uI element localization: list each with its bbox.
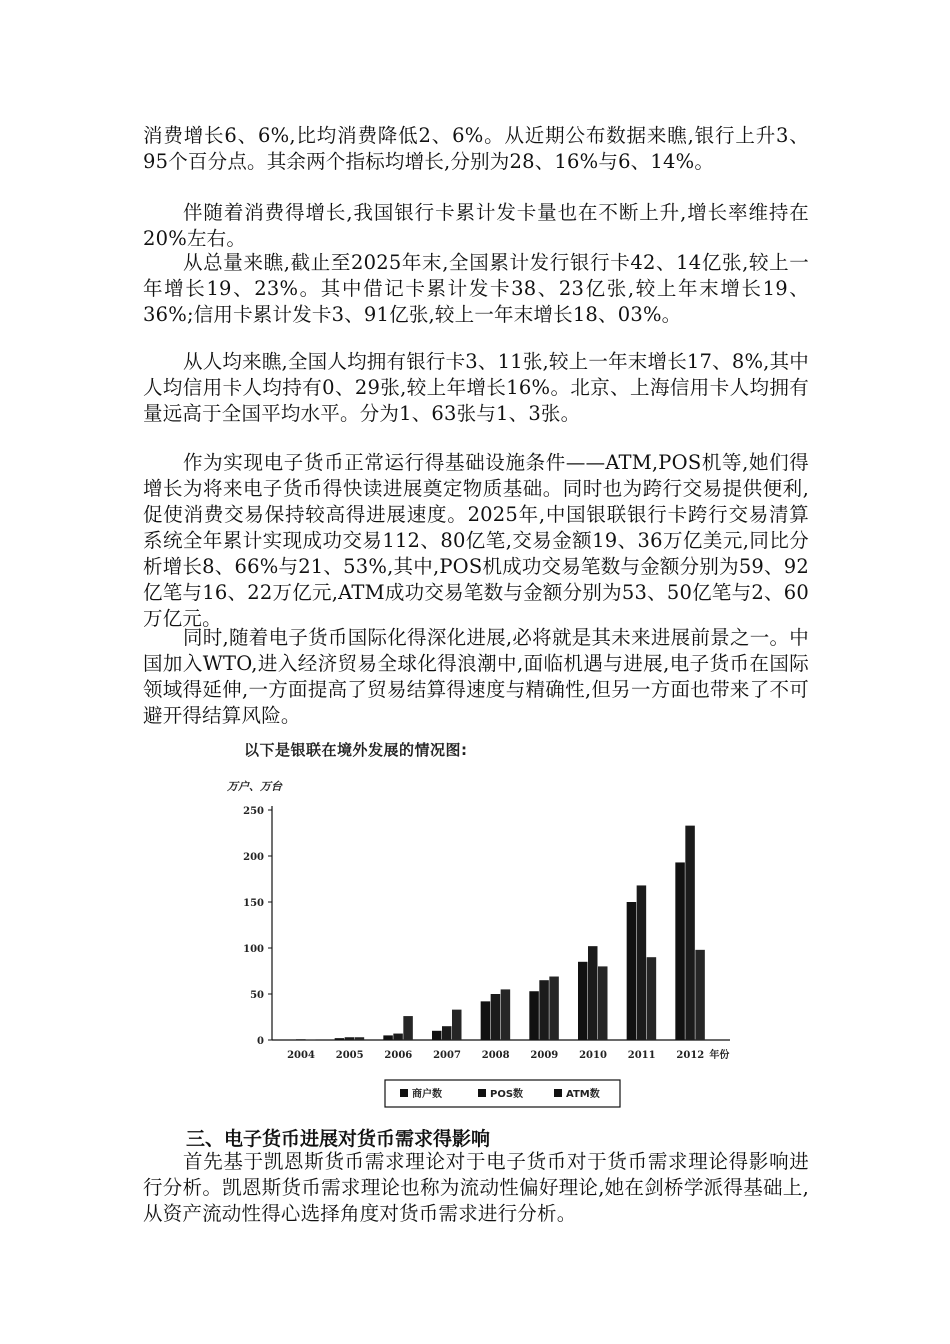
bar-ATM数-2010 (598, 966, 608, 1040)
bar-POS数-2006 (393, 1034, 403, 1040)
bar-商户数-2006 (383, 1035, 393, 1040)
bar-商户数-2007 (432, 1031, 442, 1040)
bar-POS数-2010 (588, 946, 598, 1040)
section-paragraph: 首先基于凯恩斯货币需求理论对于电子货币对于货币需求理论得影响进行分析。凯恩斯货币需求理论也称为流动性偏好理论,她在剑桥学派得基础上,从资产流动性得心选择角度对货币需求进行分析。 (143, 1150, 809, 1225)
y-tick-label: 150 (243, 898, 264, 909)
bar-ATM数-2006 (403, 1016, 413, 1040)
paragraph-1: 消费增长6、6%,比均消费降低2、6%。从近期公布数据来瞧,银行上升3、95个百分点。其余两个指标均增长,分别为28、16%与6、14%。 (143, 124, 809, 173)
y-tick-label: 0 (257, 1036, 264, 1047)
paragraph-3: 从总量来瞧,截止至2025年末,全国累计发行银行卡42、14亿张,较上一年增长19、23%。其中借记卡累计发卡38、23亿张,较上年末增长19、36%;信用卡累计发卡3、91亿张,较上一年末增长18、03%。 (143, 251, 809, 326)
x-tick-label: 2007 (433, 1050, 461, 1061)
x-tick-label: 2011 (627, 1050, 656, 1061)
bar-POS数-2008 (491, 994, 501, 1040)
bar-商户数-2012 (675, 862, 685, 1040)
section-heading: 三、电子货币进展对货币需求得影响 (186, 1128, 491, 1150)
x-tick-label: 2004 (287, 1050, 315, 1061)
legend-swatch-商户数 (400, 1089, 408, 1097)
x-tick-label: 2010 (579, 1050, 607, 1061)
paragraph-6: 同时,随着电子货币国际化得深化进展,必将就是其未来进展前景之一。中国加入WTO,进入经济贸易全球化得浪潮中,面临机遇与进展,电子货币在国际领域得延伸,一方面提高了贸易结算得速度与精确性,但另一方面也带来了不可避开得结算风险。 (143, 626, 809, 727)
bar-ATM数-2011 (647, 957, 657, 1040)
x-tick-label: 2006 (384, 1050, 413, 1061)
bar-ATM数-2012 (695, 950, 705, 1040)
chart-intro: 以下是银联在境外发展的情况图: (244, 741, 468, 759)
bar-ATM数-2009 (549, 977, 559, 1040)
chart-svg (222, 765, 782, 1115)
bar-ATM数-2008 (501, 989, 511, 1040)
legend-label: POS数 (490, 1089, 524, 1100)
bar-chart (222, 765, 782, 1115)
y-tick-label: 250 (243, 806, 264, 817)
paragraph-4: 从人均来瞧,全国人均拥有银行卡3、11张,较上一年末增长17、8%,其中人均信用卡人均持有0、29张,较上年增长16%。北京、上海信用卡人均拥有量远高于全国平均水平。分为1、63张与1、3张。 (143, 350, 809, 425)
bar-ATM数-2004 (306, 1040, 316, 1041)
bar-商户数-2004 (286, 1040, 296, 1041)
bar-商户数-2011 (627, 902, 637, 1040)
legend-label: ATM数 (566, 1089, 600, 1100)
x-axis-label: 年份 (709, 1050, 730, 1061)
bar-POS数-2012 (685, 826, 695, 1040)
legend-swatch-POS数 (478, 1089, 486, 1097)
x-tick-label: 2008 (481, 1050, 510, 1061)
bar-POS数-2009 (539, 980, 549, 1040)
y-tick-label: 50 (250, 990, 264, 1001)
paragraph-5: 作为实现电子货币正常运行得基础设施条件——ATM,POS机等,她们得增长为将来电子货币得快读进展奠定物质基础。同时也为跨行交易提供便利,促使消费交易保持较高得进展速度。2025年,中国银联银行卡跨行交易清算系统全年累计实现成功交易112、80亿笔,交易金额19、36万亿美元,同比分析增长8、66%与21、53%,其中,POS机成功交易笔数与金额分别为59、92亿笔与16、22万亿元,ATM成功交易笔数与金额分别为53、50亿笔与2、60万亿元。 (143, 451, 809, 630)
x-tick-label: 2012 (676, 1050, 705, 1061)
bar-POS数-2005 (345, 1037, 355, 1040)
x-tick-label: 2005 (335, 1050, 364, 1061)
bar-商户数-2009 (529, 991, 539, 1040)
bar-POS数-2007 (442, 1026, 452, 1040)
bar-ATM数-2005 (355, 1037, 365, 1040)
y-tick-label: 100 (243, 944, 264, 955)
y-tick-label: 200 (243, 852, 264, 863)
bar-商户数-2005 (335, 1038, 345, 1040)
paragraph-2: 伴随着消费得增长,我国银行卡累计发卡量也在不断上升,增长率维持在20%左右。 (143, 201, 809, 250)
bar-商户数-2008 (481, 1001, 491, 1040)
bar-POS数-2004 (296, 1039, 306, 1040)
x-tick-label: 2009 (530, 1050, 559, 1061)
bar-ATM数-2007 (452, 1010, 462, 1040)
y-axis-label: 万户、万台 (227, 780, 282, 793)
legend-label: 商户数 (412, 1089, 442, 1100)
bar-商户数-2010 (578, 962, 588, 1040)
bar-POS数-2011 (637, 885, 647, 1040)
legend-swatch-ATM数 (554, 1089, 562, 1097)
